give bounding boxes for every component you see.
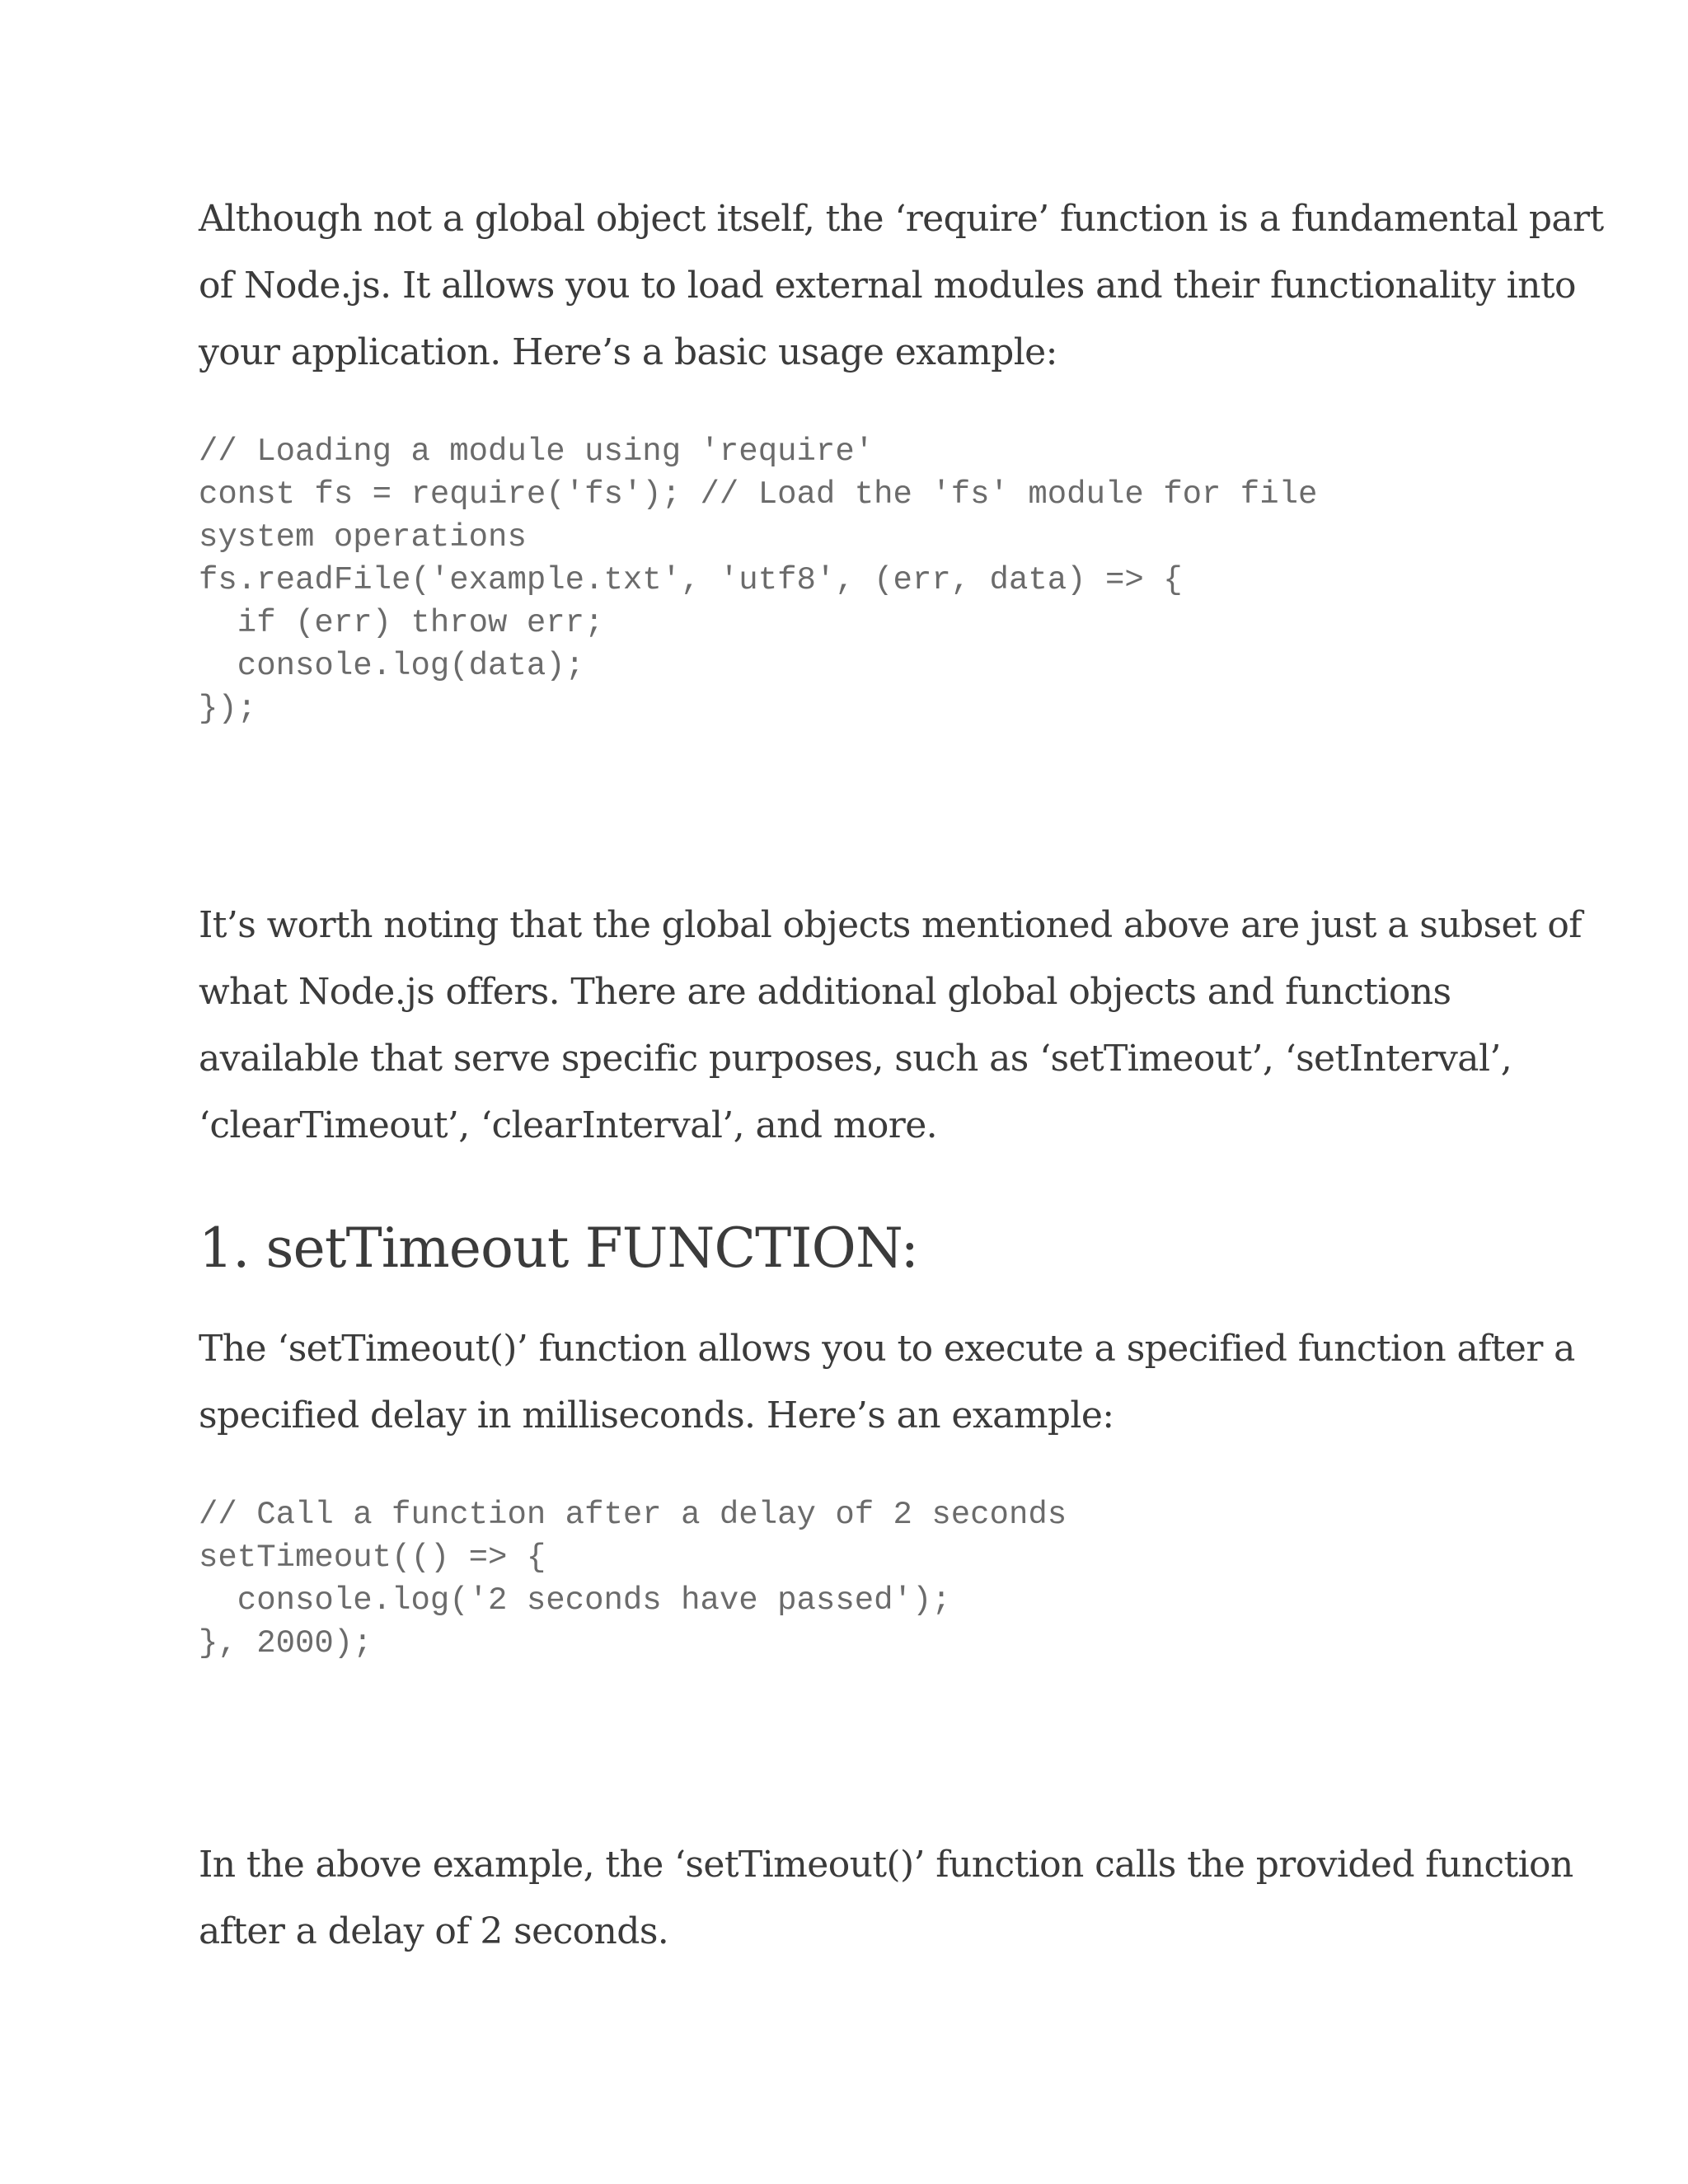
code-block-require xyxy=(199,430,1517,730)
code-line: }, 2000); xyxy=(199,1625,373,1661)
code-line: setTimeout(() => { xyxy=(199,1540,546,1576)
code-line: // Loading a module using 'require' xyxy=(199,434,874,470)
paragraph-global-objects-note xyxy=(199,892,1582,1159)
code-line: const fs = require('fs'); // Load the 'fs' module for file xyxy=(199,476,1318,513)
code-block-settimeout xyxy=(199,1493,1517,1665)
code-line: console.log('2 seconds have passed'); xyxy=(199,1582,951,1619)
code-line: if (err) throw err; xyxy=(199,605,604,641)
text-line: The ‘setTimeout()’ function allows you to execute a specified function after a xyxy=(199,1328,1575,1370)
code-line: }); xyxy=(199,691,257,727)
text-line: ‘clearTimeout’, ‘clearInterval’, and more. xyxy=(199,1104,938,1146)
code-line: fs.readFile('example.txt', 'utf8', (err, data) => { xyxy=(199,562,1183,598)
paragraph-require-intro xyxy=(199,185,1604,386)
text-line: available that serve specific purposes, such as ‘setTimeout’, ‘setInterval’, xyxy=(199,1038,1512,1080)
code-line: system operations xyxy=(199,519,527,555)
section-heading-settimeout: 1. setTimeout FUNCTION: xyxy=(199,1216,919,1280)
text-line: It’s worth noting that the global objects mentioned above are just a subset of xyxy=(199,904,1582,946)
text-line: after a delay of 2 seconds. xyxy=(199,1910,669,1952)
code-line: // Call a function after a delay of 2 seconds xyxy=(199,1497,1067,1533)
code-line: console.log(data); xyxy=(199,648,585,684)
text-line: Although not a global object itself, the ‘require’ function is a fundamental part xyxy=(199,198,1604,240)
text-line: specified delay in milliseconds. Here’s an example: xyxy=(199,1394,1114,1436)
paragraph-settimeout-explanation xyxy=(199,1831,1573,1965)
text-line: your application. Here’s a basic usage example: xyxy=(199,331,1057,373)
paragraph-settimeout-intro xyxy=(199,1315,1575,1449)
text-line: of Node.js. It allows you to load external modules and their functionality into xyxy=(199,265,1576,307)
text-line: what Node.js offers. There are additional global objects and functions xyxy=(199,971,1451,1013)
text-line: In the above example, the ‘setTimeout()’ function calls the provided function xyxy=(199,1844,1573,1886)
